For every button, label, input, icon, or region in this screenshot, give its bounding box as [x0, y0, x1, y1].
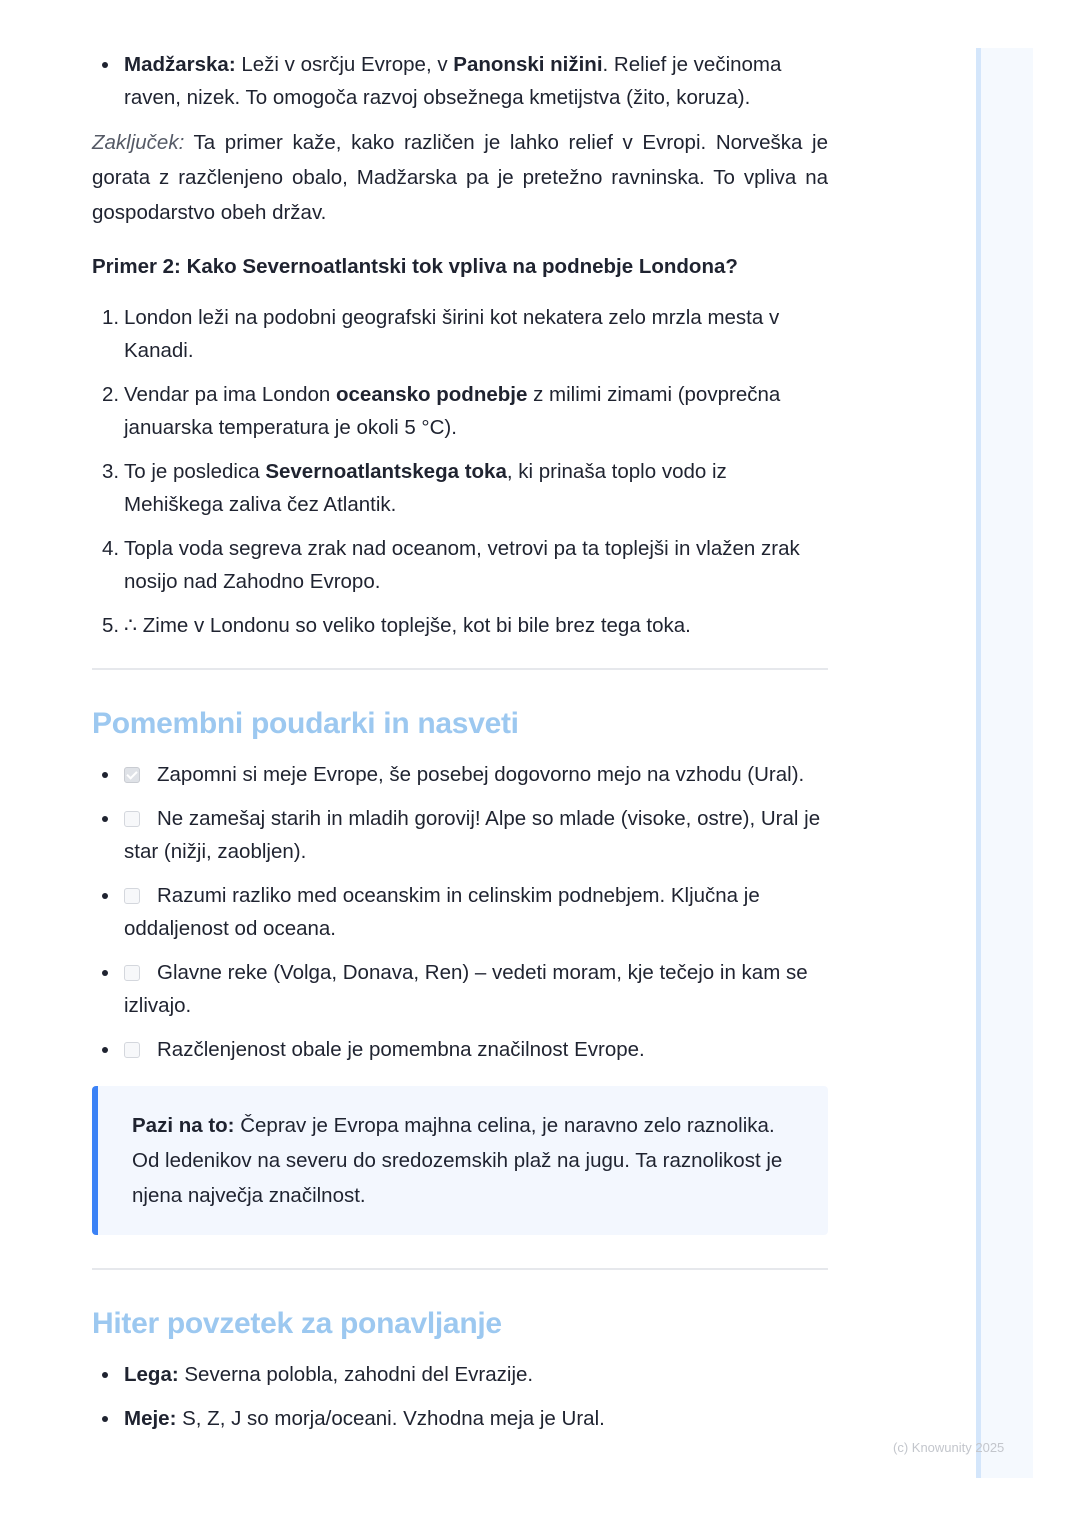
summary-heading: Hiter povzetek za ponavljanje — [92, 1307, 502, 1340]
checklist-item-text: Zapomni si meje Evrope, še posebej dogovorno mejo na vzhodu (Ural). — [157, 763, 805, 786]
conclusion-text: Ta primer kaže, kako različen je lahko relief v Evropi. Norveška je gorata z razčlenjeno obalo, Madžarska pa je pretežno ravninska. To vpliva na gospodarstvo obeh držav. — [92, 131, 828, 224]
checkbox[interactable] — [124, 965, 140, 981]
checklist-item — [92, 1033, 828, 1066]
summary-item — [92, 1402, 828, 1435]
step-text: To je posledica — [124, 460, 266, 483]
step-item — [92, 301, 828, 367]
step-bold-term: Severnoatlantskega toka — [265, 460, 507, 483]
section-divider — [92, 668, 828, 670]
step-number: 2. — [102, 383, 120, 406]
pannonian-plain-term: Panonski nižini — [453, 53, 603, 76]
country-list — [92, 48, 828, 114]
step-text: Vendar pa ima London — [124, 383, 336, 406]
callout-text: Čeprav je Evropa majhna celina, je naravno zelo raznolika. Od ledenikov na severu do sredozemskih plaž na jugu. Ta raznolikost je njena največja značilnost. — [132, 1114, 783, 1207]
summary-list — [92, 1358, 828, 1435]
checklist-item-text: Glavne reke (Volga, Donava, Ren) – vedeti moram, kje tečejo in kam se izlivajo. — [124, 961, 808, 1017]
conclusion-paragraph — [92, 125, 828, 230]
step-text-post: z milimi zimami (povprečna januarska temperatura je okoli 5 °C). — [124, 383, 781, 439]
warning-callout — [92, 1086, 828, 1235]
step-bold-term: oceansko podnebje — [336, 383, 528, 406]
summary-item-label: Meje: — [124, 1407, 177, 1430]
tips-heading: Pomembni poudarki in nasveti — [92, 707, 519, 740]
step-number: 3. — [102, 460, 120, 483]
step-number: 4. — [102, 537, 120, 560]
tips-checklist — [92, 758, 828, 1066]
step-text: Topla voda segreva zrak nad oceanom, vetrovi pa ta toplejši in vlažen zrak nosijo nad Zahodno Evropo. — [124, 537, 800, 593]
checkbox[interactable] — [124, 888, 140, 904]
checklist-item-text: Ne zamešaj starih in mladih gorovij! Alpe so mlade (visoke, ostre), Ural je star (nižji, zaobljen). — [124, 807, 821, 863]
checklist-item-text: Razčlenjenost obale je pomembna značilnost Evrope. — [157, 1038, 645, 1061]
step-item — [92, 455, 828, 521]
section-divider — [92, 1268, 828, 1270]
checkbox[interactable] — [124, 1042, 140, 1058]
step-item — [92, 609, 828, 642]
summary-item-text: S, Z, J so morja/oceani. Vzhodna meja je Ural. — [176, 1407, 605, 1430]
example2-steps — [92, 301, 828, 642]
checkbox[interactable] — [124, 811, 140, 827]
document-content — [92, 48, 828, 1446]
step-number: 1. — [102, 306, 120, 329]
example2-title: Primer 2: Kako Severnoatlantski tok vpliva na podnebje Londona? — [92, 255, 738, 278]
step-text-post: , ki prinaša toplo vodo iz Mehiškega zaliva čez Atlantik. — [124, 460, 727, 516]
summary-item — [92, 1358, 828, 1391]
step-text: London leži na podobni geografski širini kot nekatera zelo mrzla mesta v Kanadi. — [124, 306, 780, 362]
step-item — [92, 532, 828, 598]
step-text: ∴ Zime v Londonu so veliko toplejše, kot bi bile brez tega toka. — [124, 614, 691, 637]
side-panel — [981, 48, 1033, 1478]
summary-item-text: Severna polobla, zahodni del Evrazije. — [178, 1363, 534, 1386]
side-scroll-bar — [976, 48, 981, 1478]
step-item — [92, 378, 828, 444]
callout-label: Pazi na to: — [132, 1114, 235, 1137]
checklist-item — [92, 758, 828, 791]
copyright-text: (c) Knowunity 2025 — [893, 1440, 1005, 1455]
hungary-text-1: Leži v osrčju Evrope, v — [235, 53, 454, 76]
summary-item-label: Lega: — [124, 1363, 179, 1386]
checklist-item — [92, 802, 828, 868]
hungary-label: Madžarska: — [124, 53, 236, 76]
checklist-item — [92, 879, 828, 945]
checklist-item-text: Razumi razliko med oceanskim in celinskim podnebjem. Ključna je oddaljenost od oceana. — [124, 884, 760, 940]
step-number: 5. — [102, 614, 120, 637]
checked-checkbox[interactable] — [124, 767, 140, 783]
conclusion-label: Zaključek: — [92, 131, 185, 154]
hungary-text-2: . Relief je večinoma raven, nizek. To omogoča razvoj obsežnega kmetijstva (žito, koruza). — [124, 53, 782, 109]
list-item-hungary — [92, 48, 828, 114]
checklist-item — [92, 956, 828, 1022]
